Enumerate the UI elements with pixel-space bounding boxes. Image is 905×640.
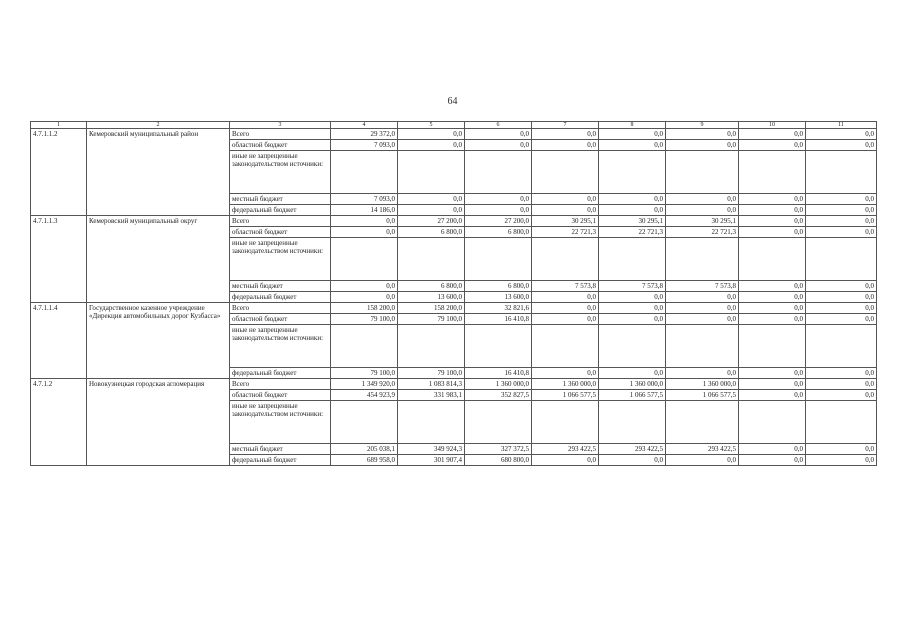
funding-source-label: местный бюджет (230, 281, 331, 292)
value-cell: 0,0 (806, 379, 877, 390)
value-cell: 301 907,4 (398, 455, 465, 466)
value-cell: 0,0 (666, 292, 739, 303)
value-cell: 0,0 (666, 140, 739, 151)
funding-source-label: иные не запрещенные законодательством источники: (230, 325, 331, 368)
value-cell (398, 325, 465, 368)
value-cell (739, 401, 806, 444)
value-cell: 0,0 (331, 227, 398, 238)
value-cell: 0,0 (806, 281, 877, 292)
value-cell: 1 360 000,0 (666, 379, 739, 390)
value-cell: 0,0 (532, 194, 599, 205)
value-cell: 0,0 (806, 194, 877, 205)
value-cell: 0,0 (666, 303, 739, 314)
funding-source-label: иные не запрещенные законодательством источники: (230, 401, 331, 444)
header-row (31, 122, 877, 129)
column-header: 11 (806, 122, 877, 129)
value-cell: 32 821,6 (465, 303, 532, 314)
value-cell (806, 325, 877, 368)
row-code: 4.7.1.2 (31, 379, 87, 466)
funding-source-label: местный бюджет (230, 444, 331, 455)
column-header: 2 (87, 122, 230, 129)
value-cell (465, 238, 532, 281)
row-name: Новокузнецкая городская агломерация (87, 379, 230, 466)
value-cell: 29 372,0 (331, 129, 398, 140)
value-cell: 0,0 (739, 379, 806, 390)
funding-source-label: иные не запрещенные законодательством источники: (230, 238, 331, 281)
value-cell: 0,0 (532, 303, 599, 314)
value-cell: 0,0 (739, 194, 806, 205)
funding-source-label: федеральный бюджет (230, 368, 331, 379)
value-cell: 30 295,1 (532, 216, 599, 227)
value-cell: 7 573,8 (532, 281, 599, 292)
value-cell: 352 827,5 (465, 390, 532, 401)
row-code: 4.7.1.1.2 (31, 129, 87, 216)
value-cell: 7 573,8 (666, 281, 739, 292)
column-header: 7 (532, 122, 599, 129)
value-cell: 6 800,0 (398, 227, 465, 238)
value-cell: 0,0 (739, 314, 806, 325)
value-cell (599, 325, 666, 368)
value-cell: 0,0 (465, 205, 532, 216)
value-cell (331, 151, 398, 194)
row-name: Кемеровский муниципальный район (87, 129, 230, 216)
value-cell: 0,0 (739, 292, 806, 303)
value-cell (666, 401, 739, 444)
value-cell: 14 186,0 (331, 205, 398, 216)
value-cell: 0,0 (806, 368, 877, 379)
value-cell: 327 372,5 (465, 444, 532, 455)
value-cell: 0,0 (532, 129, 599, 140)
value-cell (331, 401, 398, 444)
row-code: 4.7.1.1.4 (31, 303, 87, 379)
value-cell: 1 360 000,0 (465, 379, 532, 390)
value-cell: 454 923,9 (331, 390, 398, 401)
value-cell (331, 238, 398, 281)
value-cell (398, 401, 465, 444)
value-cell: 0,0 (666, 314, 739, 325)
funding-source-label: иные не запрещенные законодательством источники: (230, 151, 331, 194)
value-cell: 0,0 (666, 205, 739, 216)
value-cell: 27 200,0 (465, 216, 532, 227)
column-header: 9 (666, 122, 739, 129)
value-cell: 0,0 (599, 140, 666, 151)
value-cell: 0,0 (806, 140, 877, 151)
page-number: 64 (447, 96, 458, 107)
value-cell (806, 401, 877, 444)
funding-source-label: федеральный бюджет (230, 292, 331, 303)
value-cell: 0,0 (739, 227, 806, 238)
value-cell: 0,0 (806, 444, 877, 455)
value-cell: 205 038,1 (331, 444, 398, 455)
value-cell: 0,0 (806, 303, 877, 314)
value-cell: 0,0 (532, 140, 599, 151)
value-cell (666, 325, 739, 368)
value-cell: 0,0 (599, 303, 666, 314)
funding-source-label: Всего (230, 379, 331, 390)
value-cell: 1 066 577,5 (599, 390, 666, 401)
value-cell: 22 721,3 (666, 227, 739, 238)
value-cell (599, 151, 666, 194)
value-cell: 0,0 (739, 216, 806, 227)
funding-source-label: местный бюджет (230, 194, 331, 205)
funding-source-label: федеральный бюджет (230, 455, 331, 466)
column-header: 4 (331, 122, 398, 129)
budget-table (30, 121, 877, 466)
value-cell: 1 083 814,3 (398, 379, 465, 390)
value-cell (465, 325, 532, 368)
value-cell: 0,0 (666, 455, 739, 466)
row-name: Кемеровский муниципальный округ (87, 216, 230, 303)
funding-source-label: Всего (230, 303, 331, 314)
value-cell: 13 600,0 (398, 292, 465, 303)
value-cell: 0,0 (739, 390, 806, 401)
value-cell: 0,0 (806, 390, 877, 401)
table-row (31, 379, 877, 390)
value-cell: 30 295,1 (599, 216, 666, 227)
value-cell: 0,0 (806, 216, 877, 227)
value-cell: 1 349 920,0 (331, 379, 398, 390)
column-header: 3 (230, 122, 331, 129)
value-cell: 13 600,0 (465, 292, 532, 303)
value-cell: 0,0 (398, 194, 465, 205)
value-cell (398, 238, 465, 281)
column-header: 5 (398, 122, 465, 129)
value-cell: 0,0 (398, 140, 465, 151)
value-cell (532, 325, 599, 368)
value-cell: 22 721,3 (532, 227, 599, 238)
value-cell: 0,0 (599, 205, 666, 216)
value-cell: 79 100,0 (331, 368, 398, 379)
funding-source-label: Всего (230, 216, 331, 227)
value-cell: 79 100,0 (398, 314, 465, 325)
value-cell: 0,0 (806, 314, 877, 325)
table-row (31, 216, 877, 227)
column-header: 10 (739, 122, 806, 129)
value-cell: 0,0 (739, 205, 806, 216)
value-cell (532, 401, 599, 444)
value-cell: 30 295,1 (666, 216, 739, 227)
table-row (31, 129, 877, 140)
value-cell: 158 200,0 (398, 303, 465, 314)
value-cell: 1 066 577,5 (532, 390, 599, 401)
row-name: Государственное казенное учреждение «Дирекция автомобильных дорог Кузбасса» (87, 303, 230, 379)
value-cell: 0,0 (532, 455, 599, 466)
value-cell: 0,0 (666, 129, 739, 140)
value-cell: 0,0 (599, 314, 666, 325)
row-code: 4.7.1.1.3 (31, 216, 87, 303)
column-header: 6 (465, 122, 532, 129)
value-cell: 0,0 (739, 129, 806, 140)
value-cell: 6 800,0 (465, 227, 532, 238)
value-cell: 7 093,0 (331, 194, 398, 205)
value-cell (739, 238, 806, 281)
value-cell: 689 958,0 (331, 455, 398, 466)
value-cell: 1 066 577,5 (666, 390, 739, 401)
value-cell (465, 401, 532, 444)
value-cell: 0,0 (666, 368, 739, 379)
value-cell: 0,0 (465, 129, 532, 140)
value-cell: 0,0 (465, 194, 532, 205)
value-cell: 0,0 (398, 129, 465, 140)
funding-source-label: областной бюджет (230, 140, 331, 151)
value-cell: 0,0 (739, 281, 806, 292)
value-cell: 0,0 (331, 292, 398, 303)
value-cell (666, 238, 739, 281)
value-cell: 0,0 (331, 281, 398, 292)
column-header: 8 (599, 122, 666, 129)
value-cell: 0,0 (532, 314, 599, 325)
value-cell: 16 410,8 (465, 314, 532, 325)
value-cell: 16 410,8 (465, 368, 532, 379)
value-cell: 0,0 (599, 455, 666, 466)
value-cell: 293 422,5 (666, 444, 739, 455)
value-cell: 7 573,8 (599, 281, 666, 292)
funding-source-label: Всего (230, 129, 331, 140)
value-cell: 293 422,5 (599, 444, 666, 455)
value-cell: 158 200,0 (331, 303, 398, 314)
value-cell: 79 100,0 (398, 368, 465, 379)
value-cell (532, 151, 599, 194)
value-cell (739, 151, 806, 194)
value-cell: 0,0 (739, 444, 806, 455)
value-cell: 0,0 (599, 292, 666, 303)
value-cell: 0,0 (806, 129, 877, 140)
value-cell: 1 360 000,0 (532, 379, 599, 390)
value-cell: 0,0 (465, 140, 532, 151)
value-cell: 0,0 (532, 205, 599, 216)
value-cell: 680 800,0 (465, 455, 532, 466)
value-cell: 0,0 (331, 216, 398, 227)
value-cell: 0,0 (599, 129, 666, 140)
table-row (31, 303, 877, 314)
value-cell (465, 151, 532, 194)
value-cell: 27 200,0 (398, 216, 465, 227)
value-cell: 0,0 (806, 205, 877, 216)
value-cell (599, 238, 666, 281)
value-cell: 7 093,0 (331, 140, 398, 151)
value-cell: 0,0 (599, 368, 666, 379)
value-cell (599, 401, 666, 444)
value-cell: 0,0 (532, 368, 599, 379)
value-cell: 6 800,0 (465, 281, 532, 292)
value-cell: 293 422,5 (532, 444, 599, 455)
value-cell: 0,0 (739, 455, 806, 466)
funding-source-label: федеральный бюджет (230, 205, 331, 216)
value-cell: 0,0 (666, 194, 739, 205)
value-cell (666, 151, 739, 194)
column-header: 1 (31, 122, 87, 129)
value-cell (806, 238, 877, 281)
value-cell: 22 721,3 (599, 227, 666, 238)
value-cell: 349 924,3 (398, 444, 465, 455)
value-cell: 331 983,1 (398, 390, 465, 401)
value-cell: 0,0 (739, 368, 806, 379)
value-cell: 1 360 000,0 (599, 379, 666, 390)
value-cell: 0,0 (806, 455, 877, 466)
value-cell (398, 151, 465, 194)
value-cell (806, 151, 877, 194)
value-cell: 0,0 (599, 194, 666, 205)
value-cell (739, 325, 806, 368)
value-cell (532, 238, 599, 281)
value-cell: 0,0 (739, 140, 806, 151)
funding-source-label: областной бюджет (230, 390, 331, 401)
value-cell: 0,0 (806, 227, 877, 238)
value-cell: 0,0 (739, 303, 806, 314)
funding-source-label: областной бюджет (230, 227, 331, 238)
value-cell: 0,0 (806, 292, 877, 303)
value-cell (331, 325, 398, 368)
value-cell: 6 800,0 (398, 281, 465, 292)
value-cell: 79 100,0 (331, 314, 398, 325)
funding-source-label: областной бюджет (230, 314, 331, 325)
value-cell: 0,0 (398, 205, 465, 216)
value-cell: 0,0 (532, 292, 599, 303)
